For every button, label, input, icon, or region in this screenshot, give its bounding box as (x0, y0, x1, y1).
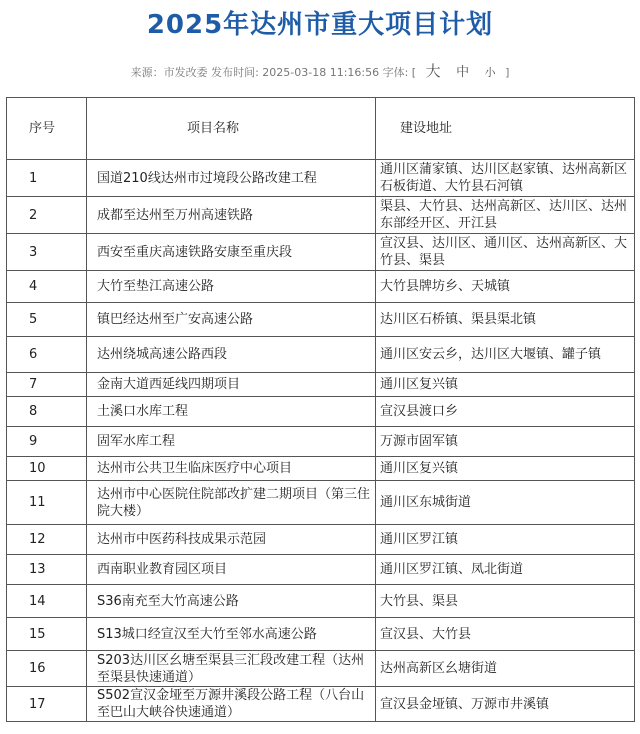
row-address: 万源市固军镇 (376, 427, 635, 457)
table-row (7, 618, 635, 651)
table-row (7, 234, 635, 271)
row-number: 9 (7, 427, 87, 457)
row-project-name: S36南充至大竹高速公路 (87, 585, 376, 618)
table-row (7, 397, 635, 427)
row-address: 大竹县、渠县 (376, 585, 635, 618)
row-project-name: 成都至达州至万州高速铁路 (87, 197, 376, 234)
row-address: 宣汉县、达川区、通川区、达州高新区、大竹县、渠县 (376, 234, 635, 271)
table-row (7, 585, 635, 618)
row-number: 7 (7, 373, 87, 397)
row-number: 3 (7, 234, 87, 271)
table-row (7, 427, 635, 457)
row-project-name: 达州市公共卫生临床医疗中心项目 (87, 457, 376, 481)
row-project-name: 西安至重庆高速铁路安康至重庆段 (87, 234, 376, 271)
row-project-name: 达州绕城高速公路西段 (87, 337, 376, 373)
project-table (6, 97, 635, 722)
table-row (7, 337, 635, 373)
table-row (7, 271, 635, 303)
table-row (7, 651, 635, 687)
header-number: 序号 (7, 98, 87, 160)
header-project-name: 项目名称 (87, 98, 376, 160)
row-number: 1 (7, 160, 87, 197)
table-row (7, 373, 635, 397)
row-address: 达川区石桥镇、渠县渠北镇 (376, 303, 635, 337)
row-project-name: S203达川区幺塘至渠县三汇段改建工程（达州至渠县快速通道） (87, 651, 376, 687)
row-number: 4 (7, 271, 87, 303)
table-row (7, 197, 635, 234)
row-address: 宣汉县、大竹县 (376, 618, 635, 651)
row-project-name: 达州市中医药科技成果示范园 (87, 525, 376, 555)
row-project-name: 大竹至垫江高速公路 (87, 271, 376, 303)
table-row (7, 481, 635, 525)
font-size-large-link[interactable]: 大 (425, 62, 441, 80)
row-number: 15 (7, 618, 87, 651)
row-number: 10 (7, 457, 87, 481)
table-header-row (7, 98, 635, 160)
row-number: 5 (7, 303, 87, 337)
row-address: 渠县、大竹县、达州高新区、达川区、达州东部经开区、开江县 (376, 197, 635, 234)
source-and-time: 来源：市发改委 发布时间: 2025-03-18 11:16:56 字体: [ (130, 66, 417, 79)
row-address: 宣汉县金垭镇、万源市井溪镇 (376, 687, 635, 722)
row-number: 8 (7, 397, 87, 427)
table-row (7, 457, 635, 481)
row-number: 12 (7, 525, 87, 555)
row-number: 6 (7, 337, 87, 373)
row-number: 11 (7, 481, 87, 525)
row-project-name: S502宣汉金垭至万源井溪段公路工程（八台山至巴山大峡谷快速通道） (87, 687, 376, 722)
row-project-name: 西南职业教育园区项目 (87, 555, 376, 585)
table-row (7, 160, 635, 197)
table-row (7, 555, 635, 585)
row-address: 通川区东城街道 (376, 481, 635, 525)
table-row (7, 687, 635, 722)
row-project-name: 国道210线达州市过境段公路改建工程 (87, 160, 376, 197)
row-number: 16 (7, 651, 87, 687)
row-address: 通川区安云乡，达川区大堰镇、罐子镇 (376, 337, 635, 373)
row-address: 大竹县牌坊乡、天城镇 (376, 271, 635, 303)
row-number: 14 (7, 585, 87, 618)
row-address: 通川区罗江镇、凤北街道 (376, 555, 635, 585)
row-number: 2 (7, 197, 87, 234)
row-project-name: 土溪口水库工程 (87, 397, 376, 427)
row-project-name: 固军水库工程 (87, 427, 376, 457)
row-address: 通川区复兴镇 (376, 373, 635, 397)
row-project-name: S13城口经宣汉至大竹至邻水高速公路 (87, 618, 376, 651)
table-row (7, 303, 635, 337)
font-size-small-link[interactable]: 小 (484, 66, 496, 79)
row-address: 通川区罗江镇 (376, 525, 635, 555)
page-title: 2025年达州市重大项目计划 (146, 10, 494, 40)
row-number: 13 (7, 555, 87, 585)
row-project-name: 金南大道西延线四期项目 (87, 373, 376, 397)
row-address: 通川区蒲家镇、达川区赵家镇、达州高新区石板街道、大竹县石河镇 (376, 160, 635, 197)
row-project-name: 镇巴经达州至广安高速公路 (87, 303, 376, 337)
row-address: 达州高新区幺塘街道 (376, 651, 635, 687)
article-meta (0, 60, 640, 81)
table-row (7, 525, 635, 555)
bracket-close: ] (505, 66, 510, 79)
font-size-medium-link[interactable]: 中 (456, 65, 470, 80)
row-number: 17 (7, 687, 87, 722)
header-address: 建设地址 (376, 98, 635, 160)
row-project-name: 达州市中心医院住院部改扩建二期项目（第三住院大楼） (87, 481, 376, 525)
row-address: 通川区复兴镇 (376, 457, 635, 481)
row-address: 宣汉县渡口乡 (376, 397, 635, 427)
